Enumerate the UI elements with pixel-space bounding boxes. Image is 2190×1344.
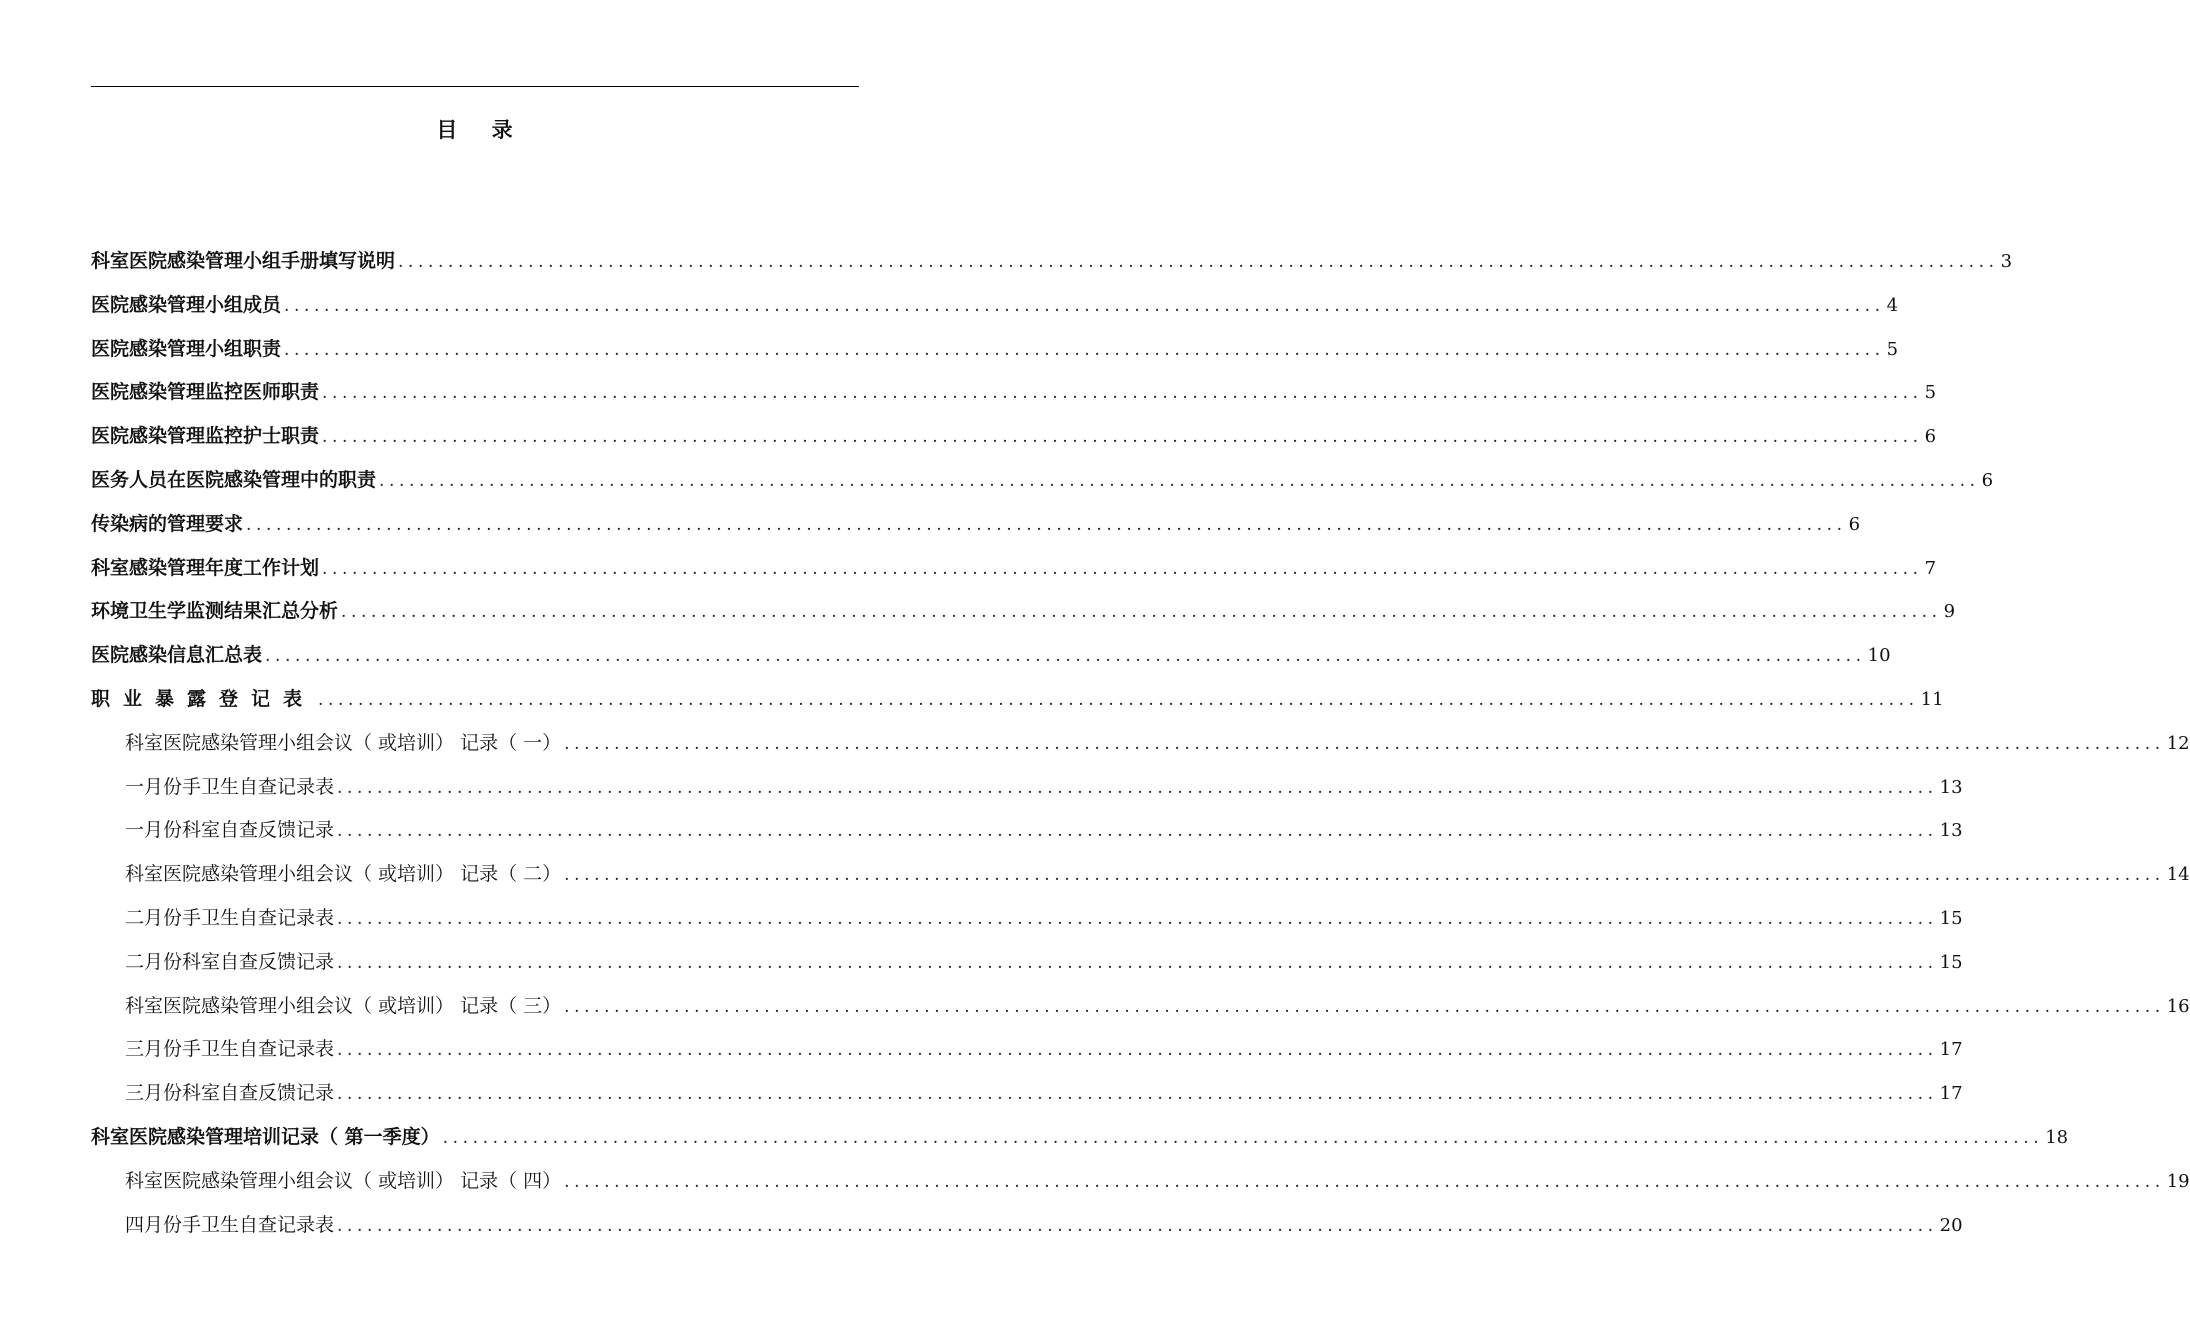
table-of-contents [91,240,2190,1247]
toc-entry-title: 一月份科室自查反馈记录 [125,819,335,842]
toc-entry[interactable] [91,284,1899,328]
toc-entry[interactable] [91,766,1963,810]
dot-leader: ................................................................................................................................................................ [564,996,2165,1017]
dot-leader: ................................................................................................................................................................ [337,777,1938,798]
dot-leader: ................................................................................................................................................................ [265,646,1866,667]
toc-entry-title: 科室医院感染管理小组会议（ 或培训） 记录（ 二） [125,863,562,886]
dot-leader: ................................................................................................................................................................ [322,383,1923,404]
dot-leader: ................................................................................................................................................................ [284,339,1885,360]
toc-entry-title: 四月份手卫生自查记录表 [125,1213,335,1236]
dot-leader: ................................................................................................................................................................ [564,1171,2165,1192]
toc-entry[interactable] [91,853,2190,897]
toc-entry[interactable] [91,1116,2069,1160]
toc-entry-title: 医院感染信息汇总表 [91,644,263,667]
toc-entry[interactable] [91,1204,1963,1248]
page-title: 目 录 [436,118,514,142]
toc-entry[interactable] [91,678,1944,722]
dot-leader: ................................................................................................................................................................ [337,1215,1938,1236]
dot-leader: ................................................................................................................................................................ [564,733,2165,754]
dot-leader: ................................................................................................................................................................ [337,821,1938,842]
toc-entry[interactable] [91,985,2190,1029]
toc-entry-title: 二月份手卫生自查记录表 [125,906,335,929]
toc-page-number: 18 [2045,1126,2069,1148]
toc-page-number: 4 [1886,294,1899,316]
toc-entry-title: 科室医院感染管理小组会议（ 或培训） 记录（ 三） [125,994,562,1017]
dot-leader: ................................................................................................................................................................ [337,952,1938,973]
toc-entry-title: 职业暴露登记表 [91,687,316,710]
dot-leader: ................................................................................................................................................................ [379,470,1980,491]
toc-entry-title: 科室医院感染管理小组手册填写说明 [91,250,396,272]
dot-leader: ................................................................................................................................................................ [322,427,1923,448]
toc-entry[interactable] [91,722,2190,766]
toc-page-number: 16 [2166,995,2190,1017]
toc-page-number: 11 [1920,688,1944,710]
toc-entry-title: 医院感染管理监控医师职责 [91,381,320,404]
toc-entry-title: 科室感染管理年度工作计划 [91,556,320,579]
toc-entry[interactable] [91,1072,1963,1116]
toc-page-number: 13 [1939,776,1963,798]
toc-entry[interactable] [91,240,2013,284]
dot-leader: ................................................................................................................................................................ [284,295,1885,316]
toc-entry-title: 科室医院感染管理小组会议（ 或培训） 记录（ 一） [125,731,562,754]
toc-page-number: 14 [2166,864,2190,886]
dot-leader: ................................................................................................................................................................ [398,252,1999,272]
toc-page-number: 19 [2166,1170,2190,1192]
toc-page-number: 15 [1939,907,1963,929]
toc-entry[interactable] [91,459,1994,503]
toc-entry[interactable] [91,503,1861,547]
toc-entry-title: 科室医院感染管理培训记录（ 第一季度） [91,1125,440,1148]
dot-leader: ................................................................................................................................................................ [318,689,1919,710]
toc-page-number: 3 [2000,251,2013,272]
dot-leader: ................................................................................................................................................................ [337,908,1938,929]
toc-page-number: 13 [1939,820,1963,842]
toc-page-number: 6 [1924,426,1937,448]
dot-leader: ................................................................................................................................................................ [564,865,2165,886]
toc-page-number: 6 [1848,513,1861,535]
toc-page-number: 5 [1886,338,1899,360]
dot-leader: ................................................................................................................................................................ [341,602,1942,623]
toc-page-number: 5 [1924,382,1937,404]
dot-leader: ................................................................................................................................................................ [337,1040,1938,1061]
header-rule [91,86,859,87]
toc-page-number: 7 [1924,557,1937,579]
toc-entry[interactable] [91,590,1956,634]
toc-page-number: 17 [1939,1039,1963,1061]
toc-page-number: 6 [1981,469,1994,491]
toc-page-number: 10 [1867,645,1891,667]
toc-entry-title: 医院感染管理小组成员 [91,293,282,316]
toc-entry[interactable] [91,328,1899,372]
toc-entry-title: 传染病的管理要求 [91,512,244,535]
toc-page-number: 17 [1939,1083,1963,1105]
toc-entry[interactable] [91,371,1937,415]
toc-entry-title: 三月份科室自查反馈记录 [125,1082,335,1105]
toc-entry[interactable] [91,809,1963,853]
toc-page-number: 20 [1939,1214,1963,1236]
toc-entry-title: 科室医院感染管理小组会议（ 或培训） 记录（ 四） [125,1169,562,1192]
toc-entry[interactable] [91,1160,2190,1204]
dot-leader: ................................................................................................................................................................ [246,514,1847,535]
toc-page-number: 12 [2166,732,2190,754]
toc-entry-title: 环境卫生学监测结果汇总分析 [91,600,339,623]
toc-entry[interactable] [91,1028,1963,1072]
toc-entry-title: 医务人员在医院感染管理中的职责 [91,468,377,491]
toc-entry[interactable] [91,415,1937,459]
toc-entry[interactable] [91,547,1937,591]
toc-entry-title: 二月份科室自查反馈记录 [125,950,335,973]
dot-leader: ................................................................................................................................................................ [337,1084,1938,1105]
toc-entry[interactable] [91,897,1963,941]
toc-page-number: 9 [1943,601,1956,623]
toc-entry[interactable] [91,634,1891,678]
toc-entry[interactable] [91,941,1963,985]
toc-page-number: 15 [1939,951,1963,973]
dot-leader: ................................................................................................................................................................ [322,558,1923,579]
toc-entry-title: 医院感染管理小组职责 [91,337,282,360]
toc-entry-title: 医院感染管理监控护士职责 [91,425,320,448]
toc-entry-title: 三月份手卫生自查记录表 [125,1038,335,1061]
toc-entry-title: 一月份手卫生自查记录表 [125,775,335,798]
dot-leader: ................................................................................................................................................................ [442,1127,2044,1148]
